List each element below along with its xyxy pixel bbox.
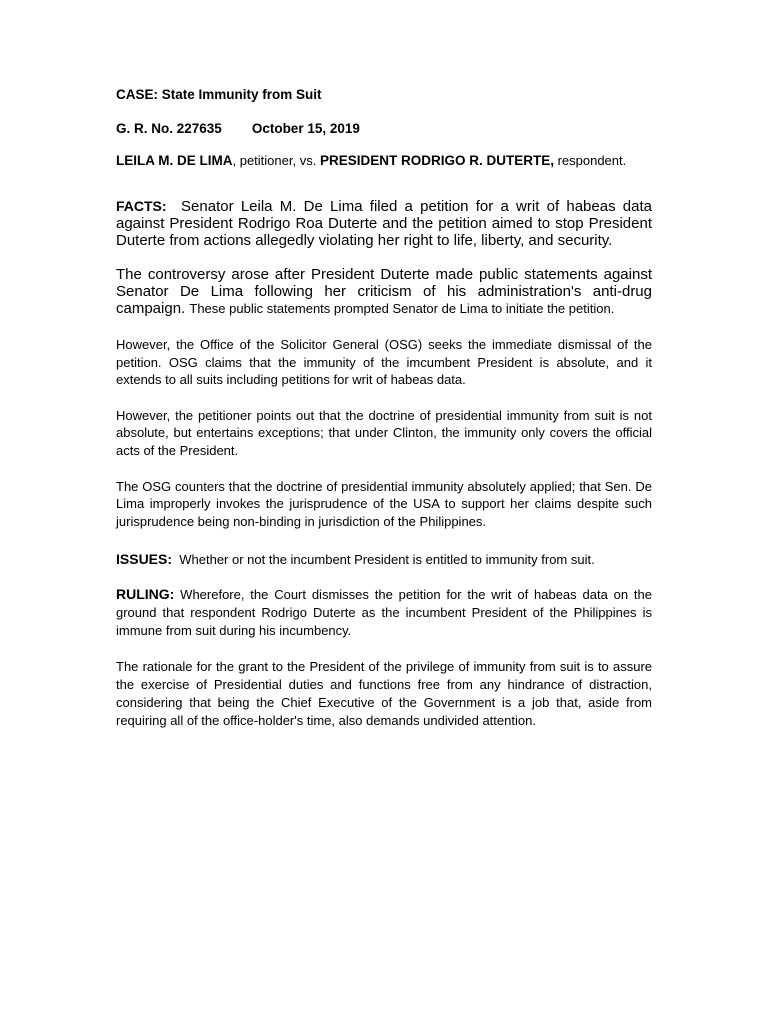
issues-paragraph — [116, 550, 652, 569]
parties-line — [116, 152, 652, 170]
issues-text: Whether or not the incumbent President is entitled to immunity from suit. — [179, 552, 595, 568]
respondent-role: respondent. — [553, 153, 627, 168]
controversy-text-small: These public statements prompted Senator de Lima to initiate the petition. — [189, 301, 615, 316]
gr-line — [116, 120, 652, 138]
osg-counter-paragraph: The OSG counters that the doctrine of presidential immunity absolutely applied; that Sen. De Lima improperly invokes the jurisprudence of the USA to support her claims despite such jurisprudence being non-binding in jurisdiction of the Philippines. — [116, 478, 652, 529]
facts-text: Senator Leila M. De Lima filed a petition for a writ of habeas data against President Rodrigo Roa Duterte and the petition aimed to stop President Duterte from actions allegedly violating her right to life, liberty, and security. — [116, 198, 653, 249]
gr-number: G. R. No. 227635 — [116, 121, 222, 136]
respondent-name: PRESIDENT RODRIGO R. DUTERTE, — [319, 153, 554, 168]
petitioner-role: , petitioner, vs. — [232, 153, 320, 168]
petitioner-argument-paragraph: However, the petitioner points out that the doctrine of presidential immunity from suit is not absolute, but entertains exceptions; that under Clinton, the immunity only covers the official acts of the President. — [116, 407, 652, 458]
controversy-text-large: The controversy arose after President Duterte made public statements against Senator De Lima following her criticism of his administration's anti-drug campaign. — [116, 266, 652, 317]
osg-dismissal-paragraph: However, the Office of the Solicitor General (OSG) seeks the immediate dismissal of the petition. OSG claims that the immunity of the imcumbent President is absolute, and it extends to all suits including petitions for writ of habeas data. — [116, 337, 652, 388]
ruling-label: RULING: — [116, 586, 175, 603]
ruling-paragraph — [116, 585, 652, 640]
facts-paragraph — [116, 198, 652, 249]
petitioner-name: LEILA M. DE LIMA — [116, 153, 233, 168]
controversy-paragraph — [116, 266, 652, 317]
case-title: CASE: State Immunity from Suit — [116, 87, 322, 102]
issues-label: ISSUES: — [116, 551, 173, 568]
document-page — [116, 86, 652, 730]
ruling-text: Wherefore, the Court dismisses the petition for the writ of habeas data on the ground that respondent Rodrigo Duterte as the incumbent President of the Philippines is immune from suit during his incumbency. — [116, 587, 652, 639]
rationale-paragraph: The rationale for the grant to the President of the privilege of immunity from suit is to assure the exercise of Presidential duties and functions free from any hindrance of distraction, considering that being the Chief Executive of the Government is a job that, aside from requiring all of the office-holder's time, also demands undivided attention. — [116, 659, 652, 728]
facts-label: FACTS: — [116, 198, 167, 214]
gr-date: October 15, 2019 — [251, 121, 360, 136]
